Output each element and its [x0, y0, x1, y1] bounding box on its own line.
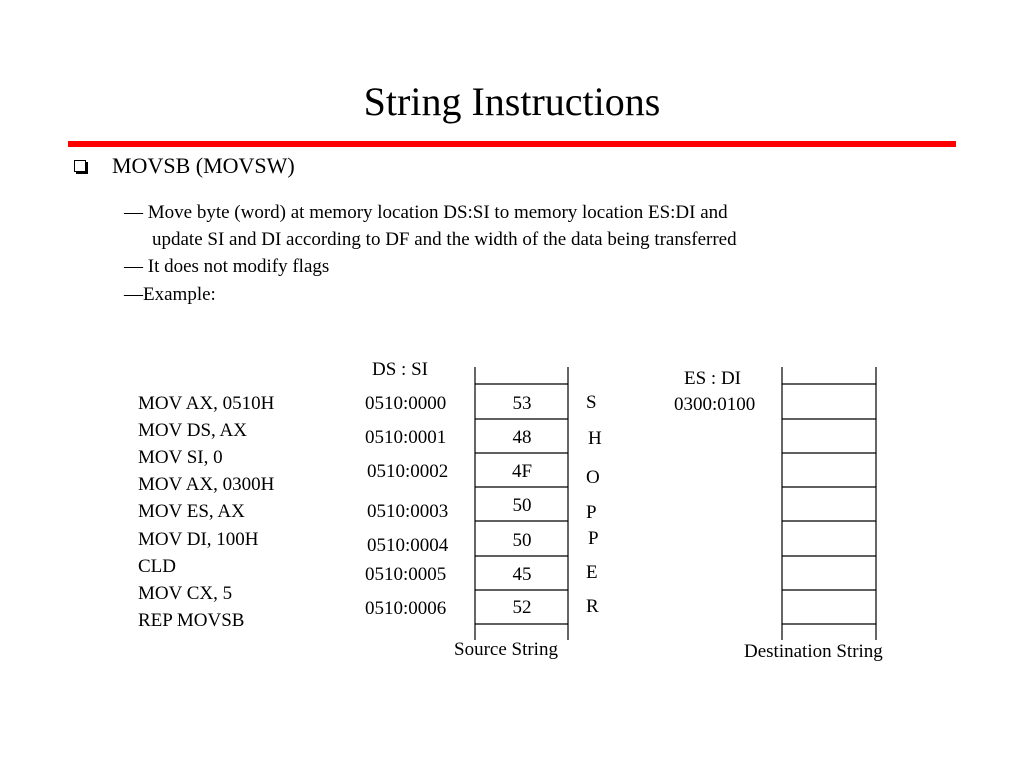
code-line: MOV AX, 0300H — [138, 474, 275, 495]
code-line: CLD — [138, 556, 176, 577]
source-ascii-char: P — [588, 528, 599, 549]
code-line: MOV DI, 100H — [138, 529, 259, 550]
source-byte-value: 53 — [512, 393, 532, 414]
source-address: 0510:0000 — [365, 393, 447, 414]
source-register-label: DS : SI — [372, 359, 428, 380]
source-ascii-char: R — [586, 596, 599, 617]
bullet-movsb: MOVSB (MOVSW) — [112, 153, 295, 178]
source-byte-value: 48 — [512, 427, 532, 448]
code-line: MOV DS, AX — [138, 420, 247, 441]
destination-address: 0300:0100 — [674, 394, 756, 415]
source-byte-value: 4F — [511, 461, 533, 482]
slide-title: String Instructions — [363, 79, 661, 124]
source-ascii-char: P — [586, 502, 597, 523]
code-line: MOV ES, AX — [138, 501, 245, 522]
source-address: 0510:0004 — [367, 535, 449, 556]
source-byte-value: 50 — [512, 495, 532, 516]
source-ascii-char: S — [586, 392, 597, 413]
code-line: REP MOVSB — [138, 610, 245, 631]
source-address: 0510:0001 — [365, 427, 447, 448]
source-address: 0510:0005 — [365, 564, 447, 585]
destination-register-label: ES : DI — [684, 368, 741, 389]
source-address: 0510:0002 — [367, 461, 449, 482]
source-byte-value: 50 — [512, 530, 532, 551]
sub-bullet-description-line-2: update SI and DI according to DF and the width of the data being transferred — [152, 229, 737, 250]
sub-bullet-flags: — It does not modify flags — [124, 256, 330, 277]
code-line: MOV AX, 0510H — [138, 393, 275, 414]
source-ascii-char: H — [588, 428, 602, 449]
source-byte-value: 52 — [512, 597, 532, 618]
source-ascii-char: O — [586, 467, 600, 488]
sub-bullet-example: —Example: — [124, 284, 216, 305]
source-string-caption: Source String — [454, 639, 558, 660]
source-address: 0510:0006 — [365, 598, 447, 619]
source-ascii-char: E — [586, 562, 598, 583]
source-byte-value: 45 — [512, 564, 532, 585]
code-line: MOV CX, 5 — [138, 583, 233, 604]
source-address: 0510:0003 — [367, 501, 449, 522]
sub-bullet-description-line-1: — Move byte (word) at memory location DS:SI to memory location ES:DI and — [124, 202, 728, 223]
destination-string-caption: Destination String — [744, 641, 883, 662]
code-line: MOV SI, 0 — [138, 447, 223, 468]
